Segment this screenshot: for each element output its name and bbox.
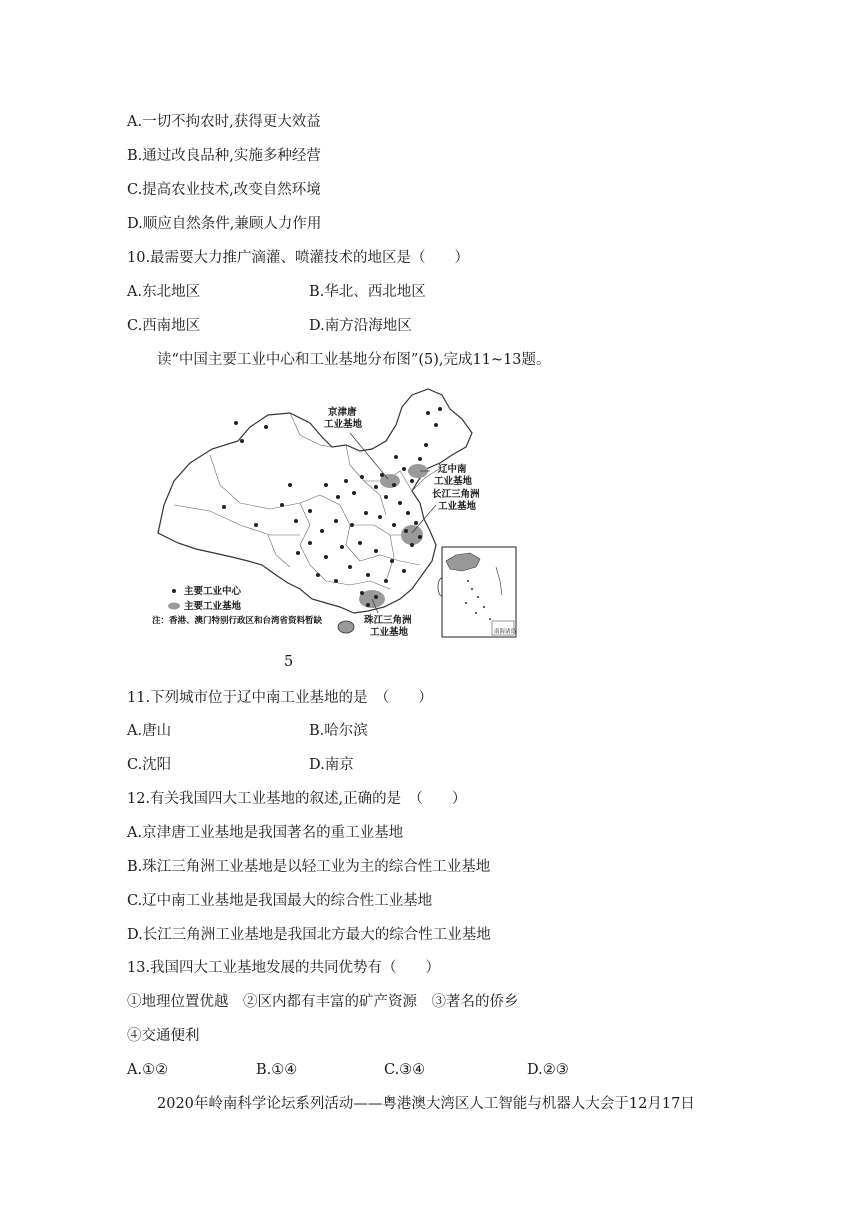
label-leader-lines <box>350 433 436 613</box>
reading-prompt: 读“中国主要工业中心和工业基地分布图”(5),完成11~13题。 <box>157 352 551 368</box>
q11-option-b: B.哈尔滨 <box>309 723 368 739</box>
q11-option-d: D.南京 <box>309 757 354 773</box>
q10-option-d: D.南方沿海地区 <box>309 318 412 334</box>
province-borders <box>174 413 446 589</box>
map-legend <box>152 585 323 626</box>
china-outline <box>158 389 472 613</box>
q11-option-a: A.唐山 <box>127 723 172 739</box>
q13-option-a: A.①② <box>127 1062 169 1078</box>
map-note: 注：香港、澳门特别行政区和台湾省资料暂缺 <box>152 616 323 626</box>
q9-option-a: A.一切不拘农时,获得更大效益 <box>127 114 321 130</box>
q13-items-line2: ④交通便利 <box>127 1028 200 1044</box>
q13-option-c: C.③④ <box>384 1062 426 1078</box>
label-jingjintang-1: 京津唐 <box>328 407 357 418</box>
q12-option-a: A.京津唐工业基地是我国著名的重工业基地 <box>127 825 404 841</box>
legend-center-label: 主要工业中心 <box>184 586 242 597</box>
q13-option-b: B.①④ <box>256 1062 298 1078</box>
q10-option-c: C.西南地区 <box>127 318 201 334</box>
label-changjiang-2: 工业基地 <box>438 501 477 512</box>
label-zhujiang-1: 珠江三角洲 <box>364 615 412 626</box>
china-industry-map <box>150 385 520 640</box>
q11-option-c: C.沈阳 <box>127 757 172 773</box>
next-passage: 2020年岭南科学论坛系列活动——粤港澳大湾区人工智能与机器人大会于12月17日 <box>157 1096 695 1112</box>
q10-option-a: A.东北地区 <box>127 284 201 300</box>
q13-option-d: D.②③ <box>527 1062 569 1078</box>
hainan-island <box>338 621 354 633</box>
q9-option-b: B.通过改良品种,实施多种经营 <box>127 148 321 164</box>
q12-stem: 12.有关我国四大工业基地的叙述,正确的是 （ ） <box>127 791 467 807</box>
industrial-centers <box>222 407 442 607</box>
label-jingjintang-2: 工业基地 <box>324 419 363 430</box>
q12-option-d: D.长江三角洲工业基地是我国北方最大的综合性工业基地 <box>127 927 491 943</box>
legend-base-label: 主要工业基地 <box>184 601 242 612</box>
q10-option-b: B.华北、西北地区 <box>309 284 426 300</box>
label-zhujiang-2: 工业基地 <box>370 627 409 638</box>
q12-option-c: C.辽中南工业基地是我国最大的综合性工业基地 <box>127 893 433 909</box>
inset-label: 南海诸岛 <box>494 629 517 635</box>
label-liaozhongnan-2: 工业基地 <box>434 476 473 487</box>
q13-items-line1: ①地理位置优越 ②区内都有丰富的矿产资源 ③著名的侨乡 <box>127 994 519 1010</box>
q9-option-c: C.提高农业技术,改变自然环境 <box>127 182 321 198</box>
q12-option-b: B.珠江三角洲工业基地是以轻工业为主的综合性工业基地 <box>127 859 491 875</box>
label-liaozhongnan-1: 辽中南 <box>438 464 467 475</box>
q13-stem: 13.我国四大工业基地发展的共同优势有（ ） <box>127 960 441 976</box>
figure-number: 5 <box>284 654 294 670</box>
q11-stem: 11.下列城市位于辽中南工业基地的是 （ ） <box>127 690 433 706</box>
q9-option-d: D.顺应自然条件,兼顾人力作用 <box>127 216 322 232</box>
label-changjiang-1: 长江三角洲 <box>432 489 480 500</box>
q10-stem: 10.最需要大力推广滴灌、喷灌技术的地区是（ ） <box>127 250 470 266</box>
south-china-sea-inset <box>442 547 517 637</box>
